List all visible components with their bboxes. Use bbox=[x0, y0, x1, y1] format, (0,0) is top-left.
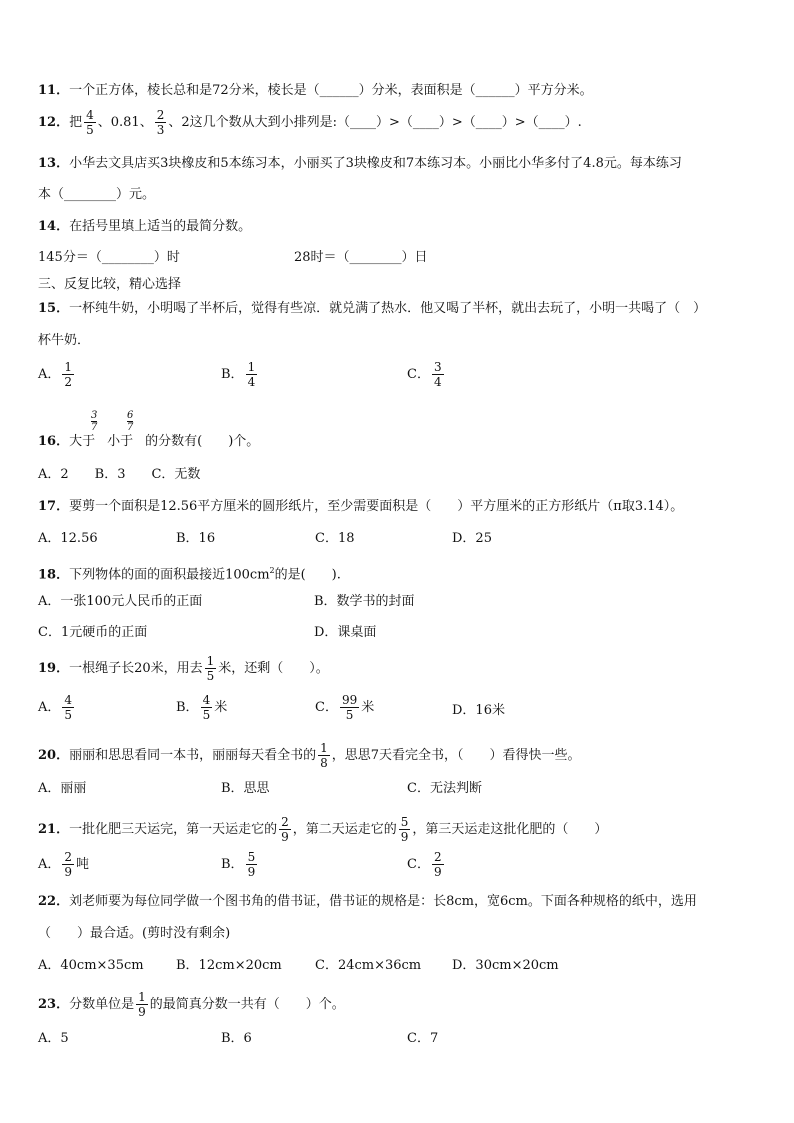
numerator: 5 bbox=[400, 815, 409, 829]
question-text: 一个正方体，棱长总和是72分米，棱长是（______）分米，表面积是（______）平方分米。 bbox=[69, 83, 593, 98]
denominator: 8 bbox=[320, 756, 328, 770]
question-text: 、2这几个数从大到小排列是:（____）>（____）>（____）>（____）. bbox=[168, 115, 582, 130]
numerator: 2 bbox=[156, 108, 165, 122]
question-14-part-a: 145分＝（________）时 bbox=[38, 250, 180, 265]
denominator: 9 bbox=[247, 865, 256, 879]
option-label: B． bbox=[221, 857, 244, 872]
option-a: A．一张100元人民币的正面 bbox=[38, 594, 203, 609]
question-text: ，第三天运走这批化肥的（ ） bbox=[412, 822, 608, 837]
fraction bbox=[155, 108, 167, 137]
question-text: 、0.81、 bbox=[97, 115, 153, 130]
numerator: 1 bbox=[320, 741, 328, 755]
option-d: D．16米 bbox=[452, 703, 505, 718]
numerator: 4 bbox=[86, 108, 94, 122]
question-text: 要剪一个面积是12.56平方厘米的圆形纸片，至少需要面积是（ ）平方厘米的正方形纸片（π取3.14）。 bbox=[69, 499, 684, 514]
fraction bbox=[246, 360, 258, 389]
fraction bbox=[399, 815, 411, 844]
option-d: D．25 bbox=[452, 531, 492, 546]
question-text: 的分数有( )个。 bbox=[145, 434, 260, 449]
denominator: 5 bbox=[86, 123, 94, 137]
question-number: 11． bbox=[38, 83, 70, 98]
option-b: B．思思 bbox=[221, 781, 270, 796]
denominator: 9 bbox=[138, 1005, 146, 1019]
question-15 bbox=[38, 300, 706, 318]
fraction bbox=[246, 850, 258, 879]
question-text: ，第二天运走它的 bbox=[292, 822, 397, 837]
option-b: B．12cm×20cm bbox=[176, 958, 282, 973]
superscript: 2 bbox=[269, 566, 275, 575]
denominator: 4 bbox=[433, 375, 442, 389]
question-text: 的最简真分数一共有（ ）个。 bbox=[149, 997, 345, 1012]
numerator: 2 bbox=[281, 815, 289, 829]
question-text: 在括号里填上适当的最简分数。 bbox=[69, 219, 252, 234]
question-text: ，思思7天看完全书，（ ）看得快一些。 bbox=[331, 748, 581, 763]
option-b bbox=[221, 850, 259, 879]
option-a bbox=[38, 360, 76, 389]
numerator: 1 bbox=[247, 360, 256, 374]
numerator: 1 bbox=[64, 360, 73, 374]
question-13-line2: 本（________）元。 bbox=[38, 187, 156, 202]
fraction bbox=[318, 741, 330, 770]
option-c bbox=[407, 360, 446, 389]
numerator: 3 bbox=[433, 360, 442, 374]
question-text: 大于 bbox=[69, 434, 96, 449]
option-c: C．1元硬币的正面 bbox=[38, 625, 148, 640]
option-b: B．16 bbox=[176, 531, 216, 546]
question-text: 一批化肥三天运完，第一天运走它的 bbox=[69, 822, 278, 837]
fraction bbox=[136, 990, 148, 1019]
option-b: B．6 bbox=[221, 1031, 252, 1046]
unit: 吨 bbox=[76, 857, 90, 872]
question-number: 21． bbox=[38, 822, 70, 837]
option-label: C． bbox=[407, 857, 430, 872]
denominator: 7 bbox=[127, 422, 134, 433]
question-number: 18． bbox=[38, 567, 70, 583]
option-a: A．丽丽 bbox=[38, 781, 87, 796]
denominator: 9 bbox=[433, 865, 442, 879]
numerator: 5 bbox=[247, 850, 256, 864]
question-22-line2: （ ）最合适。(剪时没有剩余) bbox=[38, 926, 231, 941]
question-text: 米，还剩（ ）。 bbox=[218, 661, 329, 676]
option-d: D．课桌面 bbox=[314, 625, 377, 640]
question-text: 下列物体的面的面积最接近100cm bbox=[69, 567, 270, 583]
numerator: 2 bbox=[64, 850, 73, 864]
question-text: 一根绳子长20米，用去 bbox=[69, 661, 203, 676]
option-c: C．7 bbox=[407, 1031, 439, 1046]
fraction bbox=[62, 360, 74, 389]
option-label: B． bbox=[176, 700, 199, 715]
option-a bbox=[38, 850, 89, 879]
denominator: 5 bbox=[202, 708, 211, 722]
question-22 bbox=[38, 893, 697, 911]
option-a: A．5 bbox=[38, 1031, 69, 1046]
option-c: C．18 bbox=[315, 531, 355, 546]
fraction bbox=[62, 850, 74, 879]
question-12 bbox=[38, 108, 582, 137]
numerator: 4 bbox=[64, 693, 73, 707]
option-a bbox=[38, 693, 76, 722]
unit: 米 bbox=[361, 700, 375, 715]
question-21 bbox=[38, 815, 607, 844]
question-text: 把 bbox=[69, 115, 83, 130]
option-c: C．无法判断 bbox=[407, 781, 482, 796]
fraction bbox=[205, 654, 217, 683]
question-number: 17． bbox=[38, 499, 70, 514]
option-label: C． bbox=[407, 367, 430, 382]
question-number: 15． bbox=[38, 301, 70, 316]
question-text: 分数单位是 bbox=[69, 997, 135, 1012]
denominator: 5 bbox=[340, 707, 359, 722]
question-20 bbox=[38, 741, 581, 770]
option-a: A．12.56 bbox=[38, 531, 98, 546]
question-text: 丽丽和思思看同一本书，丽丽每天看全书的 bbox=[69, 748, 317, 763]
numerator: 3 bbox=[91, 410, 98, 421]
numerator: 99 bbox=[341, 693, 358, 707]
question-number: 19． bbox=[38, 661, 70, 676]
question-14 bbox=[38, 218, 251, 236]
question-14-part-b: 28时＝（________）日 bbox=[294, 250, 428, 265]
denominator: 4 bbox=[247, 375, 256, 389]
denominator: 5 bbox=[64, 708, 73, 722]
question-text: 一杯纯牛奶，小明喝了半杯后，觉得有些凉．就兑满了热水．他又喝了半杯，就出去玩了，小明一共喝了（ ） bbox=[69, 301, 707, 316]
question-number: 16． bbox=[38, 434, 70, 449]
fraction bbox=[432, 360, 444, 389]
denominator: 9 bbox=[64, 865, 73, 879]
numerator: 2 bbox=[433, 850, 442, 864]
denominator: 3 bbox=[156, 123, 165, 137]
fraction bbox=[340, 693, 359, 722]
fraction-small bbox=[91, 410, 97, 433]
question-number: 14． bbox=[38, 219, 70, 234]
option-label: A． bbox=[38, 857, 61, 872]
fraction bbox=[84, 108, 96, 137]
option-a: A．40cm×35cm bbox=[38, 958, 144, 973]
question-text: 小于 bbox=[107, 434, 134, 449]
fraction bbox=[201, 693, 213, 722]
option-label: A． bbox=[38, 367, 61, 382]
numerator: 1 bbox=[138, 990, 146, 1004]
question-number: 12． bbox=[38, 115, 70, 130]
question-17 bbox=[38, 498, 683, 516]
question-16 bbox=[38, 433, 259, 451]
option-b bbox=[176, 693, 227, 722]
question-16-options: A．2 B．3 C．无数 bbox=[38, 467, 201, 482]
numerator: 6 bbox=[127, 410, 134, 421]
question-11 bbox=[38, 82, 593, 100]
fraction bbox=[432, 850, 444, 879]
denominator: 9 bbox=[281, 830, 289, 844]
option-c: C．24cm×36cm bbox=[315, 958, 422, 973]
question-15-line2: 杯牛奶． bbox=[38, 333, 91, 348]
question-text: 的是( ). bbox=[274, 567, 341, 583]
section-heading: 三、反复比较，精心选择 bbox=[38, 277, 182, 292]
question-number: 13． bbox=[38, 156, 70, 171]
option-label: B． bbox=[221, 367, 244, 382]
numerator: 1 bbox=[206, 654, 215, 668]
question-number: 22． bbox=[38, 894, 70, 909]
numerator: 4 bbox=[202, 693, 211, 707]
option-c bbox=[315, 693, 374, 722]
question-number: 23． bbox=[38, 997, 70, 1012]
option-label: A． bbox=[38, 700, 61, 715]
question-19 bbox=[38, 654, 329, 683]
option-d: D．30cm×20cm bbox=[452, 958, 559, 973]
question-number: 20． bbox=[38, 748, 70, 763]
option-c bbox=[407, 850, 446, 879]
fraction bbox=[279, 815, 291, 844]
denominator: 7 bbox=[91, 422, 98, 433]
denominator: 2 bbox=[64, 375, 73, 389]
question-23 bbox=[38, 990, 345, 1019]
option-b bbox=[221, 360, 259, 389]
fraction-small bbox=[127, 410, 133, 433]
question-text: 刘老师要为每位同学做一个图书角的借书证，借书证的规格是：长8cm，宽6cm。下面各种规格的纸中，选用 bbox=[69, 894, 697, 909]
question-text: 小华去文具店买3块橡皮和5本练习本，小丽买了3块橡皮和7本练习本。小丽比小华多付了4.8元。每本练习 bbox=[69, 156, 682, 171]
question-13 bbox=[38, 155, 682, 173]
question-18 bbox=[38, 562, 341, 584]
denominator: 9 bbox=[400, 830, 409, 844]
unit: 米 bbox=[214, 700, 228, 715]
fraction bbox=[62, 693, 74, 722]
denominator: 5 bbox=[206, 669, 215, 683]
option-label: C． bbox=[315, 700, 338, 715]
option-b: B．数学书的封面 bbox=[314, 594, 415, 609]
